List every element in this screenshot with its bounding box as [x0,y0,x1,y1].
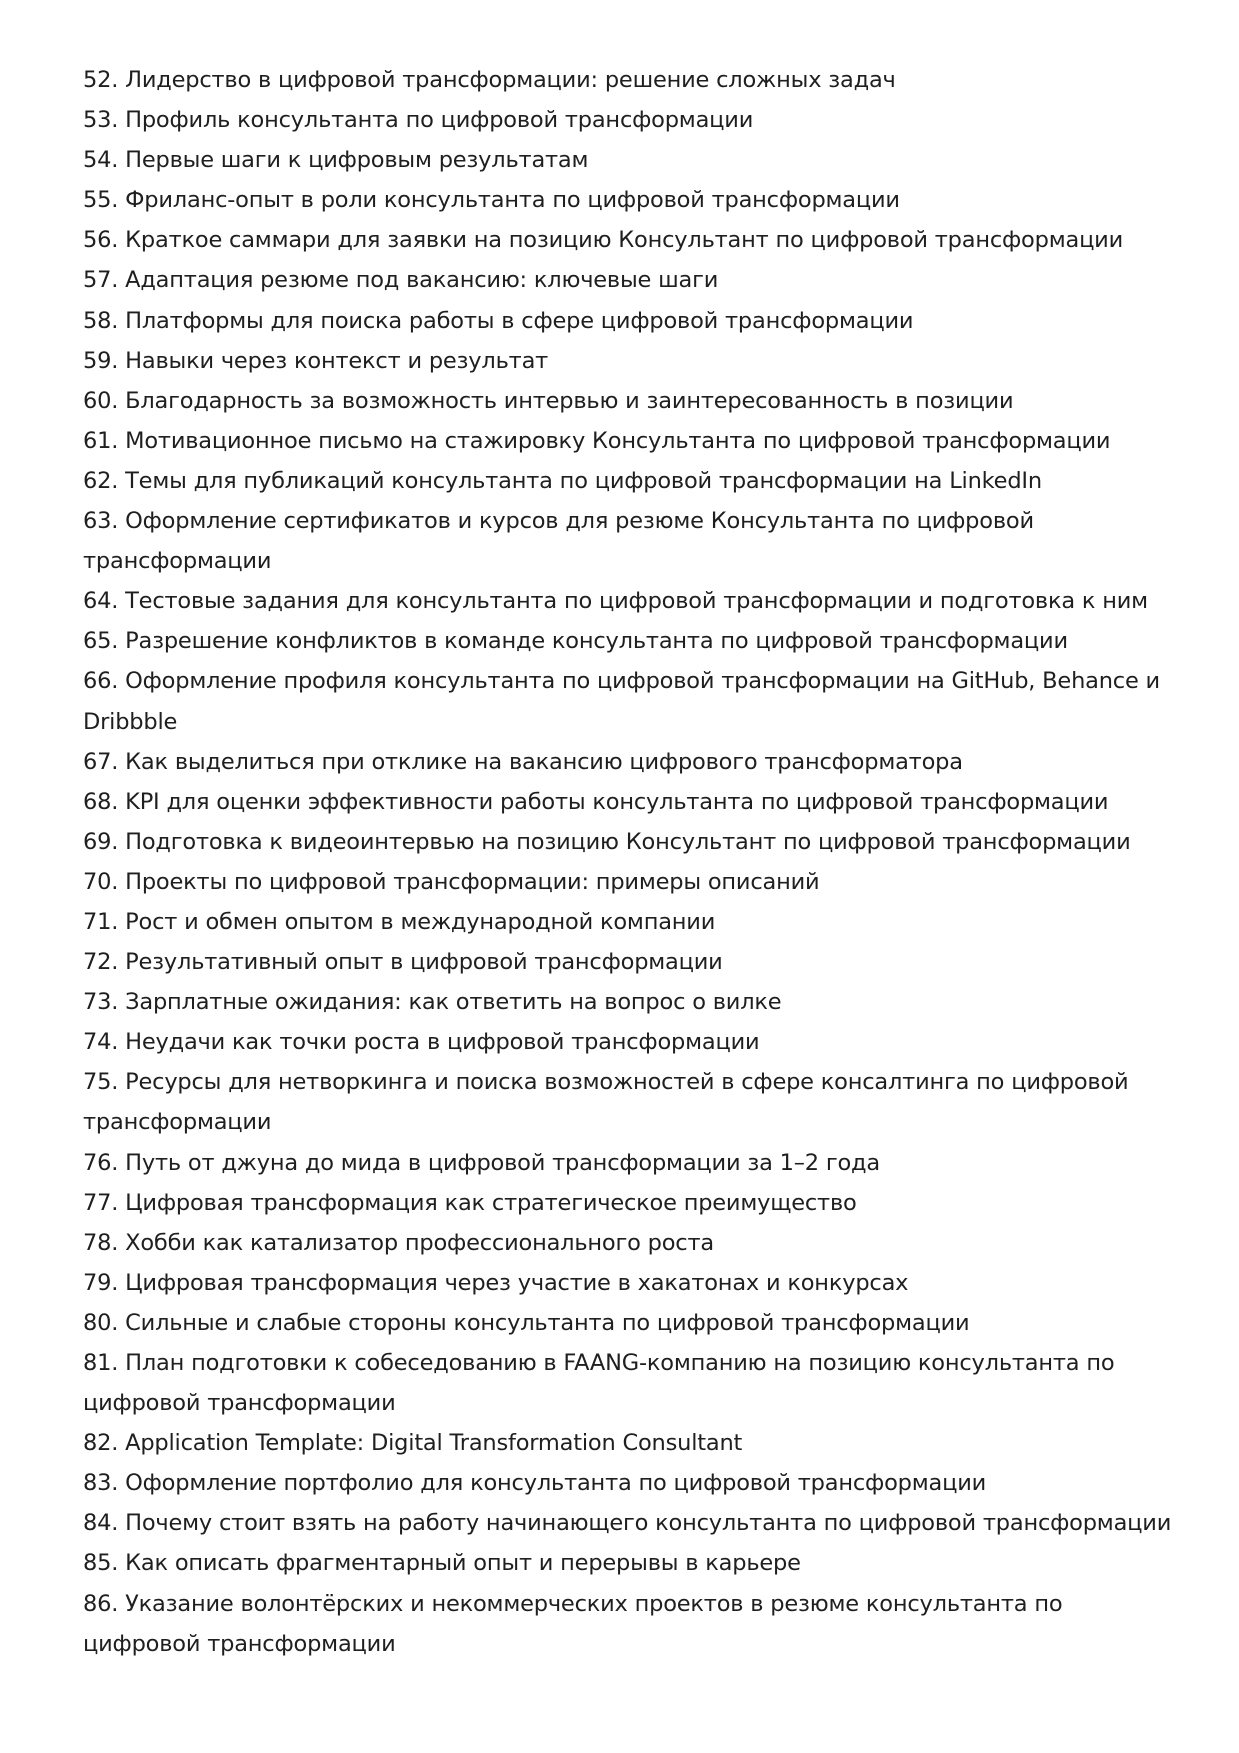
list-item: 56. Краткое саммари для заявки на позицию Консультант по цифровой трансформации [83,227,1124,254]
list-item: 64. Тестовые задания для консультанта по цифровой трансформации и подготовка к ним [83,588,1148,615]
list-item: 65. Разрешение конфликтов в команде консультанта по цифровой трансформации [83,628,1068,655]
list-item: 72. Результативный опыт в цифровой трансформации [83,949,723,976]
list-item: 67. Как выделиться при отклике на вакансию цифрового трансформатора [83,748,963,775]
list-item: 53. Профиль консультанта по цифровой трансформации [83,107,754,134]
list-item: 74. Неудачи как точки роста в цифровой трансформации [83,1029,760,1056]
list-item: 73. Зарплатные ожидания: как ответить на вопрос о вилке [83,989,782,1016]
list-item: 66. Оформление профиля консультанта по цифровой трансформации на GitHub, Behance и Dribbble [83,668,1160,735]
list-item: 62. Темы для публикаций консультанта по цифровой трансформации на LinkedIn [83,467,1042,494]
list-item: 58. Платформы для поиска работы в сфере цифровой трансформации [83,307,914,334]
list-item: 70. Проекты по цифровой трансформации: примеры описаний [83,868,820,895]
list-item: 85. Как описать фрагментарный опыт и перерывы в карьере [83,1550,801,1577]
list-item: 57. Адаптация резюме под вакансию: ключевые шаги [83,267,719,294]
list-item: 78. Хобби как катализатор профессионального роста [83,1229,714,1256]
list-item: 81. План подготовки к собеседованию в FAANG-компанию на позицию консультанта по цифровой трансформации [83,1350,1115,1417]
list-item: 83. Оформление портфолио для консультанта по цифровой трансформации [83,1470,987,1497]
list-item: 80. Сильные и слабые стороны консультанта по цифровой трансформации [83,1309,970,1336]
list-item: 71. Рост и обмен опытом в международной компании [83,908,716,935]
list-item: 75. Ресурсы для нетворкинга и поиска возможностей в сфере консалтинга по цифровой трансформации [83,1069,1129,1136]
list-item: 63. Оформление сертификатов и курсов для резюме Консультанта по цифровой трансформации [83,508,1034,575]
document-page [83,60,1173,1664]
list-item: 76. Путь от джуна до мида в цифровой трансформации за 1–2 года [83,1149,880,1176]
list-item: 69. Подготовка к видеоинтервью на позицию Консультант по цифровой трансформации [83,828,1131,855]
list-item: 54. Первые шаги к цифровым результатам [83,147,589,174]
list-item: 79. Цифровая трансформация через участие в хакатонах и конкурсах [83,1269,909,1296]
list-item: 52. Лидерство в цифровой трансформации: решение сложных задач [83,67,896,93]
toc-list [83,60,1173,1664]
list-item: 55. Фриланс-опыт в роли консультанта по цифровой трансформации [83,187,900,214]
list-item: 82. Application Template: Digital Transformation Consultant [83,1430,743,1457]
list-item: 77. Цифровая трансформация как стратегическое преимущество [83,1189,857,1216]
list-item: 59. Навыки через контекст и результат [83,347,549,374]
list-item: 84. Почему стоит взять на работу начинающего консультанта по цифровой трансформации [83,1510,1172,1537]
list-item: 68. KPI для оценки эффективности работы консультанта по цифровой трансформации [83,788,1109,815]
list-item: 60. Благодарность за возможность интервью и заинтересованность в позиции [83,387,1014,414]
list-item: 61. Мотивационное письмо на стажировку Консультанта по цифровой трансформации [83,427,1111,454]
list-item: 86. Указание волонтёрских и некоммерческих проектов в резюме консультанта по цифровой трансформации [83,1590,1063,1657]
